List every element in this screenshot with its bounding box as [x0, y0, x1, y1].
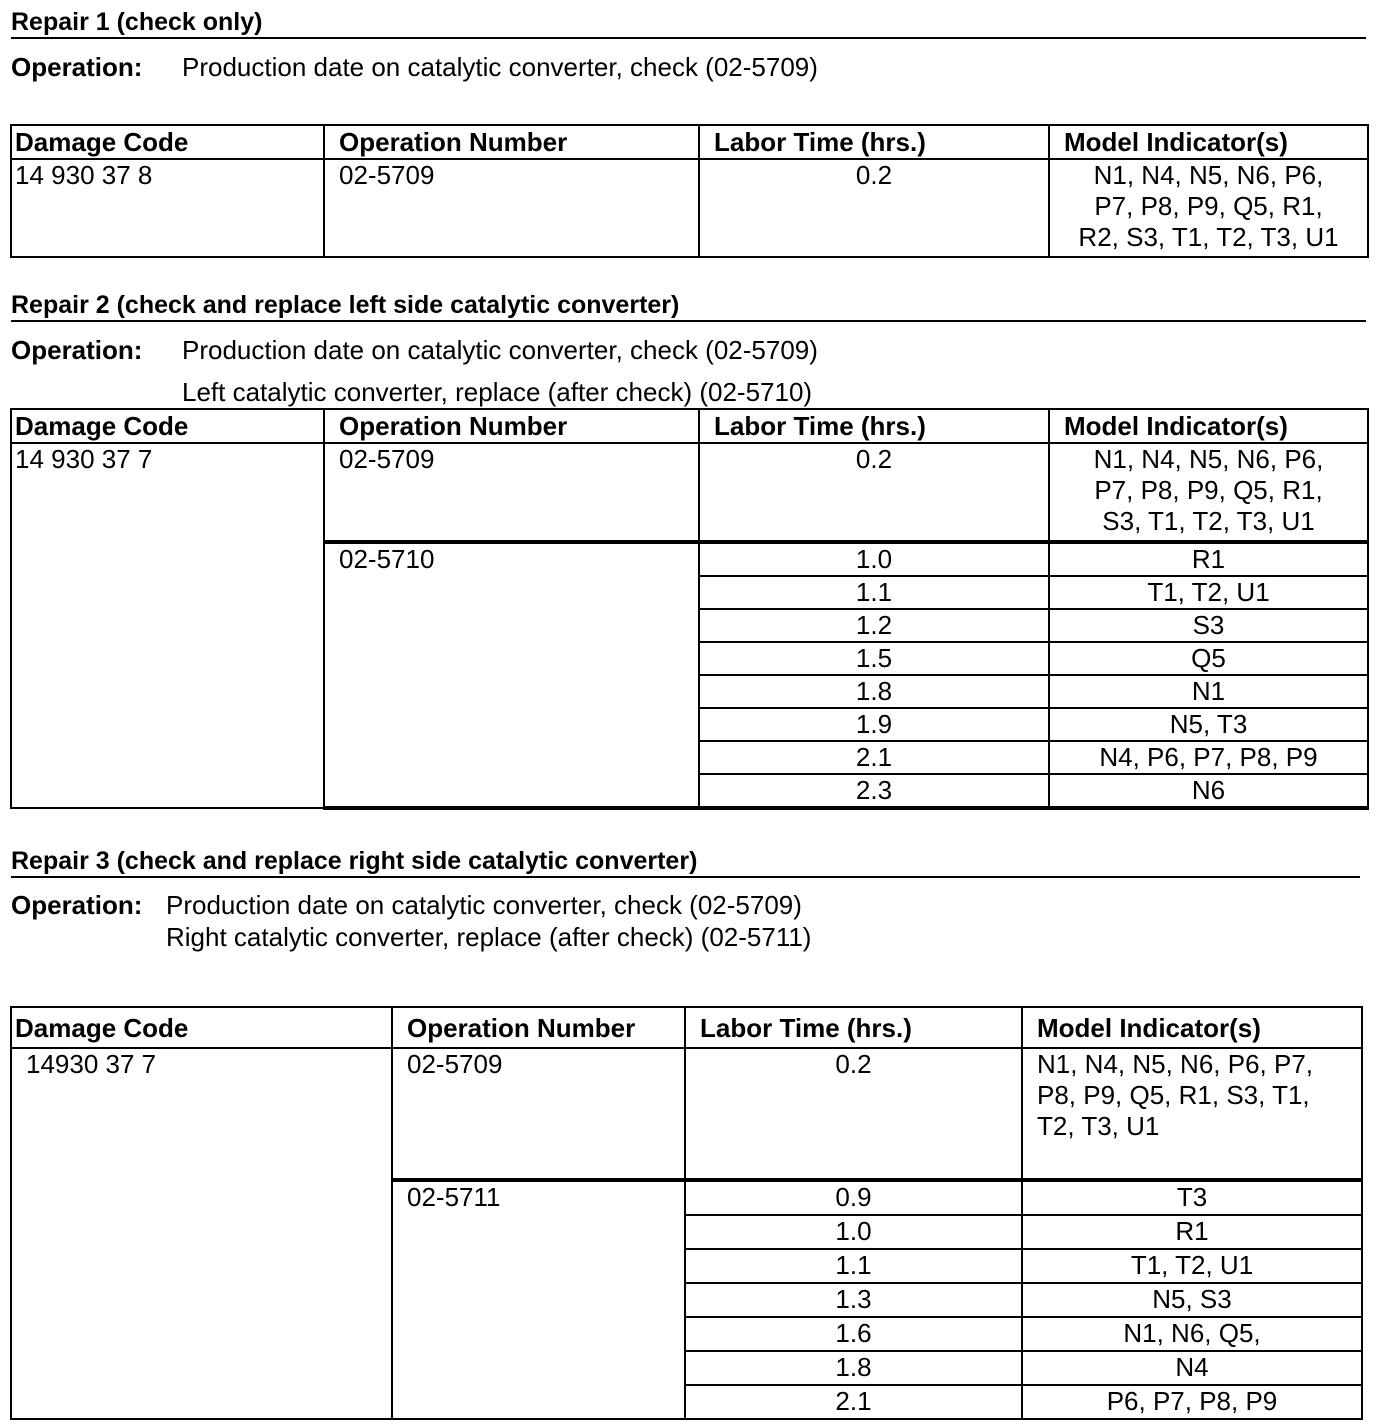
labor-time-cell: 1.0: [685, 1215, 1022, 1249]
labor-time-cell: 1.8: [699, 675, 1049, 708]
model-indicators-cell: N6: [1049, 774, 1368, 808]
damage-code-cell: 14 930 37 7: [11, 443, 324, 808]
col-header-model-indicators: Model Indicator(s): [1049, 409, 1368, 443]
repair3-table: [10, 1006, 1363, 1420]
repair2-operation-line-2: Left catalytic converter, replace (after check) (02-5710): [182, 377, 813, 407]
model-line: T2, T3, U1: [1037, 1111, 1160, 1141]
labor-time-cell: 2.1: [685, 1385, 1022, 1419]
labor-time-cell: 1.9: [699, 708, 1049, 741]
repair1-table: [10, 124, 1369, 258]
repair3-operation-line-2: Right catalytic converter, replace (after check) (02-5711): [166, 922, 812, 952]
col-header-damage-code: Damage Code: [11, 125, 324, 159]
model-line: P8, P9, Q5, R1, S3, T1,: [1037, 1080, 1310, 1110]
model-line: R2, S3, T1, T2, T3, U1: [1078, 222, 1339, 252]
labor-time-cell: 1.1: [685, 1249, 1022, 1283]
col-header-damage-code: Damage Code: [11, 409, 324, 443]
damage-code-cell: 14 930 37 8: [11, 159, 324, 257]
col-header-model-indicators: Model Indicator(s): [1022, 1007, 1362, 1048]
model-indicators-cell: N4: [1022, 1351, 1362, 1385]
repair1-header-row: [11, 125, 1368, 159]
col-header-labor-time: Labor Time (hrs.): [699, 409, 1049, 443]
labor-time-cell: 1.3: [685, 1283, 1022, 1317]
operation-number-cell: 02-5711: [392, 1180, 685, 1419]
model-indicators-cell: P6, P7, P8, P9: [1022, 1385, 1362, 1419]
operation-number-cell: 02-5709: [324, 159, 699, 257]
repair3-title: Repair 3 (check and replace right side catalytic converter): [11, 847, 698, 875]
labor-time-cell: 1.2: [699, 609, 1049, 642]
labor-time-cell: 2.1: [699, 741, 1049, 774]
labor-time-cell: 1.6: [685, 1317, 1022, 1351]
repair1-title-rule: [11, 37, 1366, 39]
damage-code-cell: 14930 37 7: [11, 1048, 392, 1419]
model-indicators-cell: T1, T2, U1: [1049, 576, 1368, 609]
model-indicators-cell: T1, T2, U1: [1022, 1249, 1362, 1283]
repair2-operation-label: Operation:: [11, 335, 143, 365]
model-indicators-cell: N5, S3: [1022, 1283, 1362, 1317]
repair2-title: Repair 2 (check and replace left side catalytic converter): [11, 291, 680, 319]
model-indicators-cell: Q5: [1049, 642, 1368, 675]
model-indicators-cell: [1049, 443, 1368, 542]
col-header-model-indicators: Model Indicator(s): [1049, 125, 1368, 159]
model-indicators-cell: S3: [1049, 609, 1368, 642]
labor-time-cell: 0.2: [685, 1048, 1022, 1180]
repair2-operation-line-1: Production date on catalytic converter, check (02-5709): [182, 335, 818, 365]
operation-number-cell: 02-5710: [324, 542, 699, 808]
repair2-title-rule: [11, 320, 1366, 322]
model-line: S3, T1, T2, T3, U1: [1102, 506, 1315, 536]
col-header-labor-time: Labor Time (hrs.): [685, 1007, 1022, 1048]
model-indicators-cell: [1049, 159, 1368, 257]
model-indicators-cell: R1: [1049, 542, 1368, 576]
model-indicators-cell: N4, P6, P7, P8, P9: [1049, 741, 1368, 774]
model-line: P7, P8, P9, Q5, R1,: [1094, 475, 1323, 505]
table-row: [11, 443, 1368, 542]
labor-time-cell: 2.3: [699, 774, 1049, 808]
labor-time-cell: 1.5: [699, 642, 1049, 675]
labor-time-cell: 0.2: [699, 443, 1049, 542]
repair2-table: [10, 408, 1369, 810]
model-line: P7, P8, P9, Q5, R1,: [1094, 191, 1323, 221]
model-indicators-cell: N5, T3: [1049, 708, 1368, 741]
repair3-operation-line-1: Production date on catalytic converter, check (02-5709): [166, 890, 802, 920]
table-row: [11, 1048, 1362, 1180]
col-header-operation-number: Operation Number: [324, 409, 699, 443]
model-indicators-cell: T3: [1022, 1180, 1362, 1215]
labor-time-cell: 0.9: [685, 1180, 1022, 1215]
col-header-operation-number: Operation Number: [324, 125, 699, 159]
repair1-operation-label: Operation:: [11, 52, 143, 82]
model-indicators-cell: [1022, 1048, 1362, 1180]
operation-number-cell: 02-5709: [392, 1048, 685, 1180]
model-indicators-cell: N1: [1049, 675, 1368, 708]
table-row: [11, 159, 1368, 257]
col-header-labor-time: Labor Time (hrs.): [699, 125, 1049, 159]
model-indicators-cell: N1, N6, Q5,: [1022, 1317, 1362, 1351]
model-line: N1, N4, N5, N6, P6,: [1093, 160, 1324, 190]
model-indicators-cell: R1: [1022, 1215, 1362, 1249]
model-line: N1, N4, N5, N6, P6,: [1093, 444, 1324, 474]
operation-number-cell: 02-5709: [324, 443, 699, 542]
labor-time-cell: 1.8: [685, 1351, 1022, 1385]
model-line: N1, N4, N5, N6, P6, P7,: [1037, 1049, 1314, 1079]
col-header-operation-number: Operation Number: [392, 1007, 685, 1048]
repair1-title: Repair 1 (check only): [11, 8, 263, 36]
labor-time-cell: 1.1: [699, 576, 1049, 609]
repair3-title-rule: [11, 876, 1360, 878]
repair3-operation-label: Operation:: [11, 890, 143, 920]
labor-time-cell: 1.0: [699, 542, 1049, 576]
repair2-header-row: [11, 409, 1368, 443]
repair3-header-row: [11, 1007, 1362, 1048]
labor-time-cell: 0.2: [699, 159, 1049, 257]
col-header-damage-code: Damage Code: [11, 1007, 392, 1048]
repair1-operation-line-1: Production date on catalytic converter, check (02-5709): [182, 52, 818, 82]
